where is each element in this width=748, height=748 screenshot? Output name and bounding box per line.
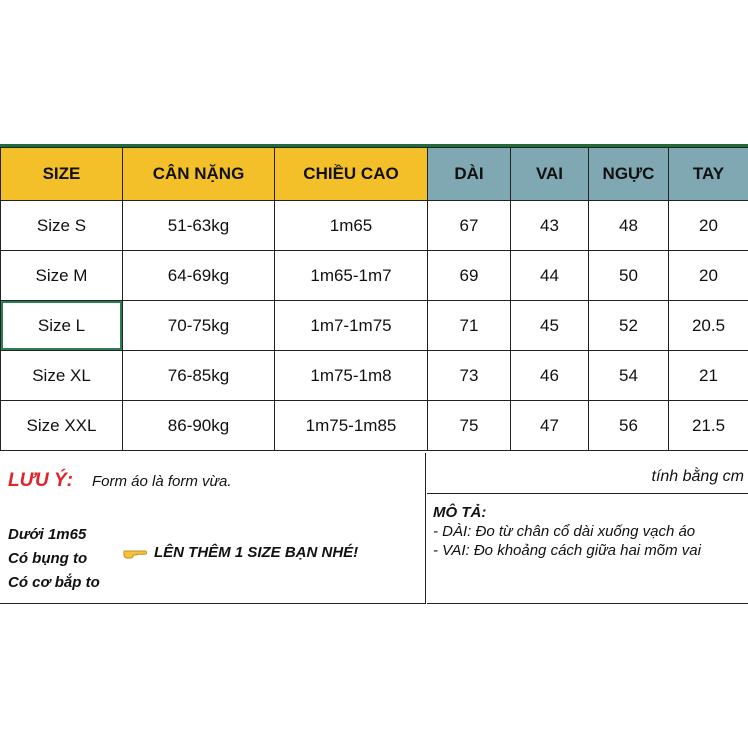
cell-shoulder: 43: [511, 201, 589, 251]
cell-length: 71: [428, 301, 511, 351]
header-sleeve: TAY: [669, 148, 748, 201]
cell-length: 73: [428, 351, 511, 401]
cell-weight: 70-75kg: [123, 301, 275, 351]
cell-length: 75: [428, 401, 511, 451]
description-title: MÔ TẢ:: [433, 504, 487, 521]
advice: [122, 544, 358, 561]
description-line: - DÀI: Đo từ chân cổ dài xuống vạch áo: [433, 523, 696, 540]
cell-sleeve: 20.5: [669, 301, 748, 351]
cell-weight: 64-69kg: [123, 251, 275, 301]
condition-item: Dưới 1m65: [8, 526, 87, 543]
notes-section: [0, 453, 748, 604]
note-text: Form áo là form vừa.: [92, 473, 232, 490]
cell-size: Size XL: [1, 351, 123, 401]
header-weight: CÂN NẶNG: [123, 148, 275, 201]
condition-item: Có cơ bắp to: [8, 574, 100, 591]
description-line: - VAI: Đo khoảng cách giữa hai mõm vai: [433, 542, 701, 559]
cell-height: 1m65-1m7: [275, 251, 428, 301]
table-row: [1, 351, 748, 401]
cell-weight: 86-90kg: [123, 401, 275, 451]
cell-chest: 48: [589, 201, 669, 251]
note-title: LƯU Ý:: [8, 470, 73, 491]
cell-chest: 50: [589, 251, 669, 301]
cell-size: Size S: [1, 201, 123, 251]
cell-sleeve: 20: [669, 201, 748, 251]
notes-right-panel: [427, 453, 748, 604]
table-row: [1, 201, 748, 251]
cell-size: Size L: [1, 301, 123, 351]
table-row: [1, 401, 748, 451]
notes-left-panel: [0, 453, 426, 604]
header-chest: NGỰC: [589, 148, 669, 201]
cell-weight: 76-85kg: [123, 351, 275, 401]
cell-shoulder: 44: [511, 251, 589, 301]
cell-sleeve: 20: [669, 251, 748, 301]
size-chart: [0, 144, 748, 604]
cell-size: Size XXL: [1, 401, 123, 451]
table-row: [1, 251, 748, 301]
cell-shoulder: 46: [511, 351, 589, 401]
header-length: DÀI: [428, 148, 511, 201]
pointing-hand-icon: [122, 545, 148, 561]
cell-chest: 56: [589, 401, 669, 451]
cell-length: 69: [428, 251, 511, 301]
advice-text: LÊN THÊM 1 SIZE BẠN NHÉ!: [154, 544, 359, 561]
cell-chest: 54: [589, 351, 669, 401]
header-size: SIZE: [1, 148, 123, 201]
cell-sleeve: 21.5: [669, 401, 748, 451]
table-header-row: [1, 148, 748, 201]
cell-sleeve: 21: [669, 351, 748, 401]
cell-length: 67: [428, 201, 511, 251]
cell-shoulder: 47: [511, 401, 589, 451]
header-shoulder: VAI: [511, 148, 589, 201]
cell-chest: 52: [589, 301, 669, 351]
description: [433, 503, 743, 560]
cell-shoulder: 45: [511, 301, 589, 351]
cell-weight: 51-63kg: [123, 201, 275, 251]
cell-height: 1m65: [275, 201, 428, 251]
condition-item: Có bụng to: [8, 550, 88, 567]
unit-row: [427, 453, 748, 494]
cell-height: 1m75-1m8: [275, 351, 428, 401]
header-height: CHIỀU CAO: [275, 148, 428, 201]
cell-size: Size M: [1, 251, 123, 301]
size-table: [0, 147, 748, 451]
cell-height: 1m7-1m75: [275, 301, 428, 351]
table-row: [1, 301, 748, 351]
unit-text: tính bằng cm: [651, 468, 744, 485]
cell-height: 1m75-1m85: [275, 401, 428, 451]
